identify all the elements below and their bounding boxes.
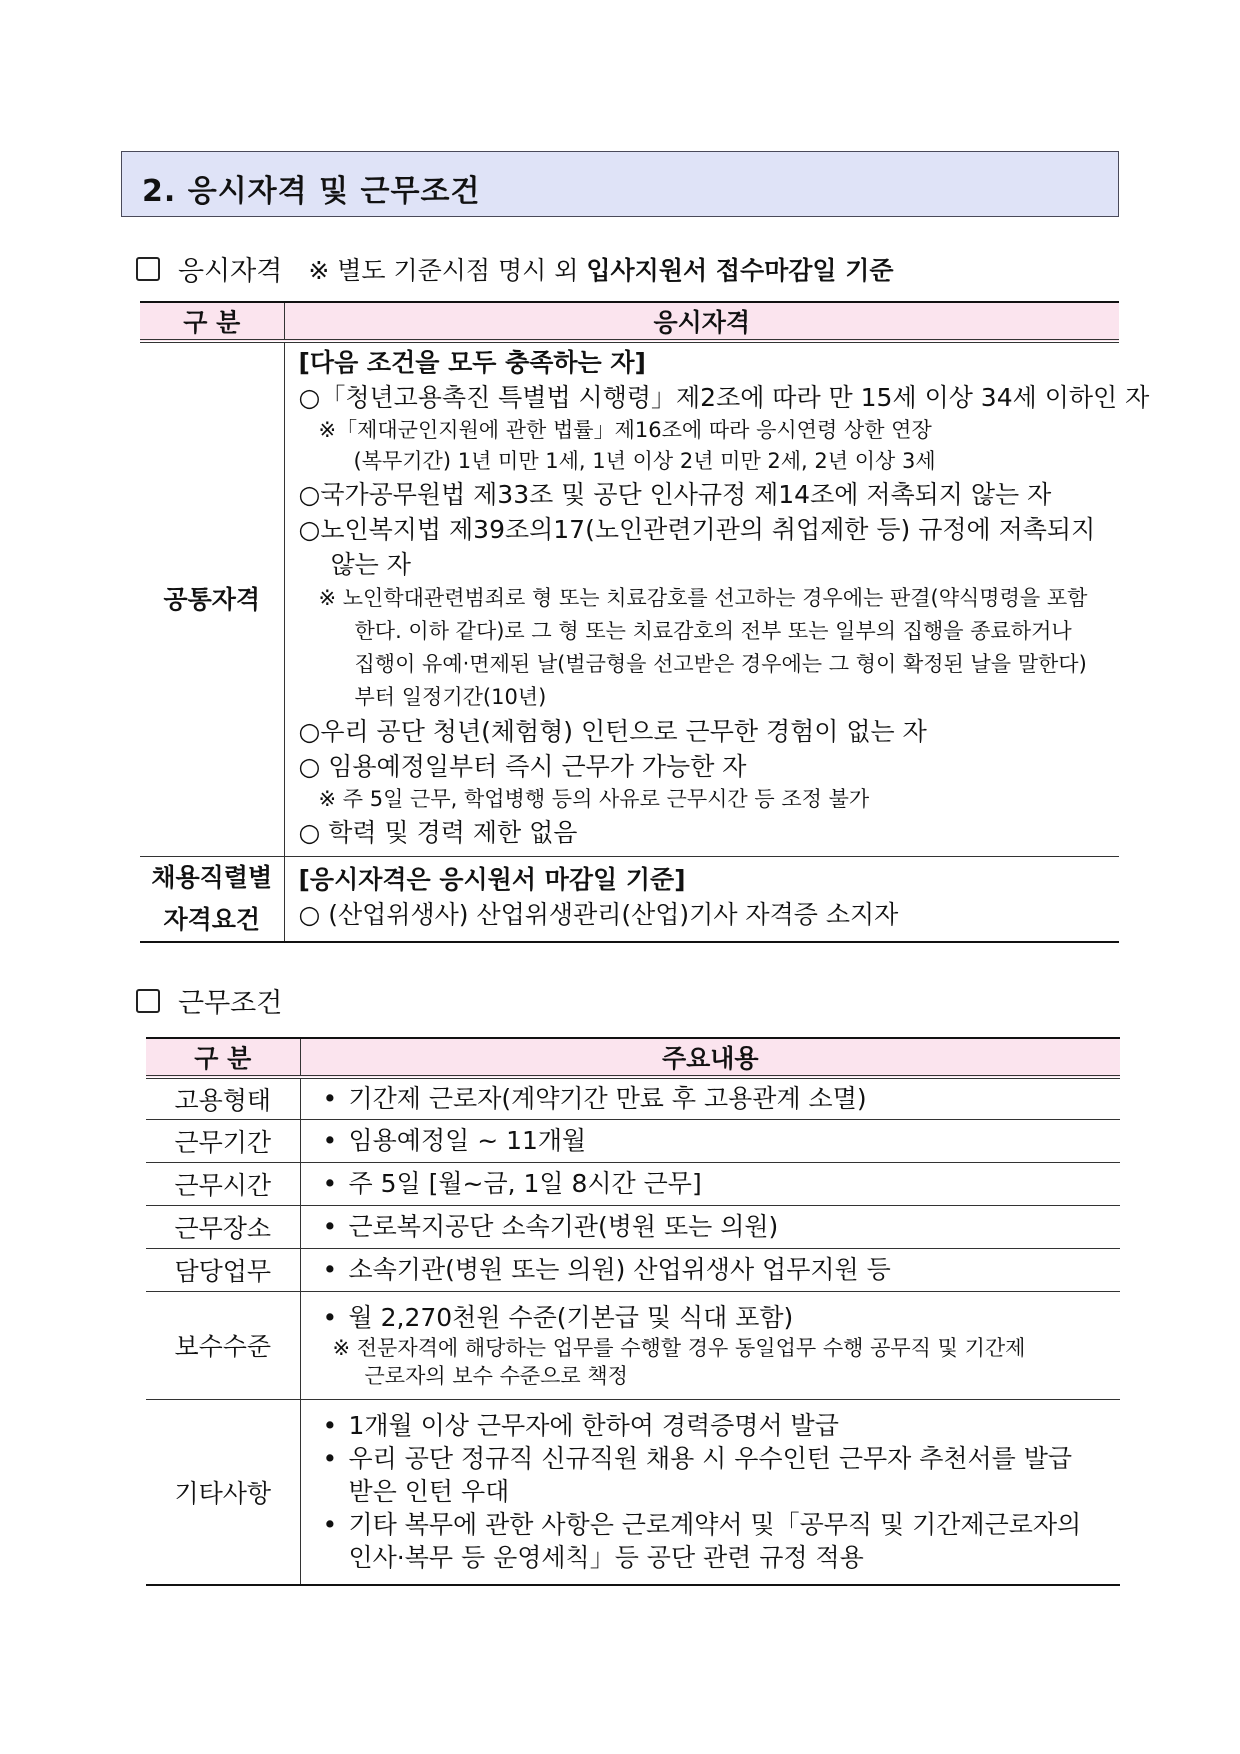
table-row [146,1162,1120,1205]
row-content: • 기간제 근로자(계약기간 만료 후 고용관계 소멸) [300,1077,1120,1119]
row-content: • 주 5일 [월~금, 1일 8시간 근무] [300,1162,1120,1205]
table-header-row [140,302,1119,341]
conditions-table [146,1037,1120,1586]
row-content [284,857,1119,943]
table-row [146,1248,1120,1291]
list-item: ※ 주 5일 근무, 학업병행 등의 사유로 근무시간 등 조정 불가 [318,787,870,811]
list-item: ○ (산업위생사) 산업위생관리(산업)기사 자격증 소지자 [298,900,899,929]
list-item: 한다. 이하 같다)로 그 형 또는 치료감호의 전부 또는 일부의 집행을 종료하거나 [354,619,1072,643]
table-header-row [146,1038,1120,1077]
row-label: 근무기간 [146,1119,300,1162]
list-item: [응시자격은 응시원서 마감일 기준] [298,865,686,894]
row-label: 공통자격 [140,341,284,857]
list-item: ○국가공무원법 제33조 및 공단 인사규정 제14조에 저촉되지 않는 자 [298,480,1052,509]
row-content: • 월 2,270천원 수준(기본급 및 식대 포함) ※ 전문자격에 해당하는 업무를 수행할 경우 동일업무 수행 공무직 및 기간제 근로자의 보수 수준으로 책정 [300,1291,1120,1399]
table-row [146,1291,1120,1399]
qualification-subheading [136,249,894,288]
row-content: • 1개월 이상 근무자에 한하여 경력증명서 발급 • 우리 공단 정규직 신규직원 채용 시 우수인턴 근무자 추천서를 발급 받은 인턴 우대 • 기타 복무에 관한 사항은 근로계약서 및「공무직 및 기간제근로자의 인사·복무 등 운영세칙」등 공단 관련 규정 적용 [300,1399,1120,1585]
list-item: (복무기간) 1년 미만 1세, 1년 이상 2년 미만 2세, 2년 이상 3세 [353,449,936,473]
table-row [146,1399,1120,1585]
row-label: 근무시간 [146,1162,300,1205]
bullet-icon: • [322,1084,338,1114]
bullet-icon: • [322,1411,338,1441]
note-text: ※ 전문자격에 해당하는 업무를 수행할 경우 동일업무 수행 공무직 및 기간제 [332,1335,1026,1360]
qualification-heading: 응시자격 [178,256,283,287]
table-row [140,857,1119,943]
checkbox-icon [136,257,160,281]
list-item: ○ 임용예정일부터 즉시 근무가 가능한 자 [298,752,747,781]
row-label: 근무장소 [146,1205,300,1248]
row-label: 채용직렬별 자격요건 [140,857,284,943]
conditions-subheading [136,981,282,1020]
list-item: ※「제대군인지원에 관한 법률」제16조에 따라 응시연령 상한 연장 [318,418,932,442]
qualification-note: ※ 별도 기준시점 명시 외 입사지원서 접수마감일 기준 [308,255,894,285]
row-label: 기타사항 [146,1399,300,1585]
section-header [121,151,1119,217]
qualification-table [140,301,1150,943]
table-row [146,1205,1120,1248]
header-content: 주요내용 [300,1038,1120,1077]
row-content [284,341,1150,857]
bullet-icon: • [322,1510,338,1540]
list-item: ○ 학력 및 경력 제한 없음 [298,818,578,847]
conditions-heading: 근무조건 [178,988,283,1019]
list-item: ※ 노인학대관련범죄로 형 또는 치료감호를 선고하는 경우에는 판결(약식명령을 포함 [318,586,1088,610]
list-item: ○우리 공단 청년(체험형) 인턴으로 근무한 경험이 없는 자 [298,717,927,746]
header-category: 구 분 [140,302,284,341]
note-text: 근로자의 보수 수준으로 책정 [364,1363,628,1388]
table-row [140,341,1119,857]
bullet-icon: • [322,1444,338,1474]
row-label: 보수수준 [146,1291,300,1399]
row-label: 담당업무 [146,1248,300,1291]
bullet-icon: • [322,1255,338,1284]
list-item: 부터 일정기간(10년) [354,685,547,709]
list-item: ○노인복지법 제39조의17(노인관련기관의 취업제한 등) 규정에 저촉되지 [298,515,1096,544]
bullet-icon: • [322,1126,338,1155]
list-item: 집행이 유예‧면제된 날(벌금형을 선고받은 경우에는 그 형이 확정된 날을 말한다) [354,652,1087,676]
section-title: 2. 응시자격 및 근무조건 [142,174,481,209]
header-qualification: 응시자격 [284,302,1119,341]
list-item: [다음 조건을 모두 충족하는 자] [298,348,646,377]
list-item: ○「청년고용촉진 특별법 시행령」제2조에 따라 만 15세 이상 34세 이하인 자 [298,383,1150,412]
table-row [146,1077,1120,1119]
bullet-icon: • [322,1169,338,1198]
row-label: 고용형태 [146,1077,300,1119]
list-item: 않는 자 [330,550,411,579]
row-content: • 임용예정일 ~ 11개월 [300,1119,1120,1162]
row-content: • 근로복지공단 소속기관(병원 또는 의원) [300,1205,1120,1248]
table-row [146,1119,1120,1162]
bullet-icon: • [322,1302,338,1332]
bullet-icon: • [322,1212,338,1241]
header-category: 구 분 [146,1038,300,1077]
checkbox-icon [136,989,160,1013]
row-content: • 소속기관(병원 또는 의원) 산업위생사 업무지원 등 [300,1248,1120,1291]
